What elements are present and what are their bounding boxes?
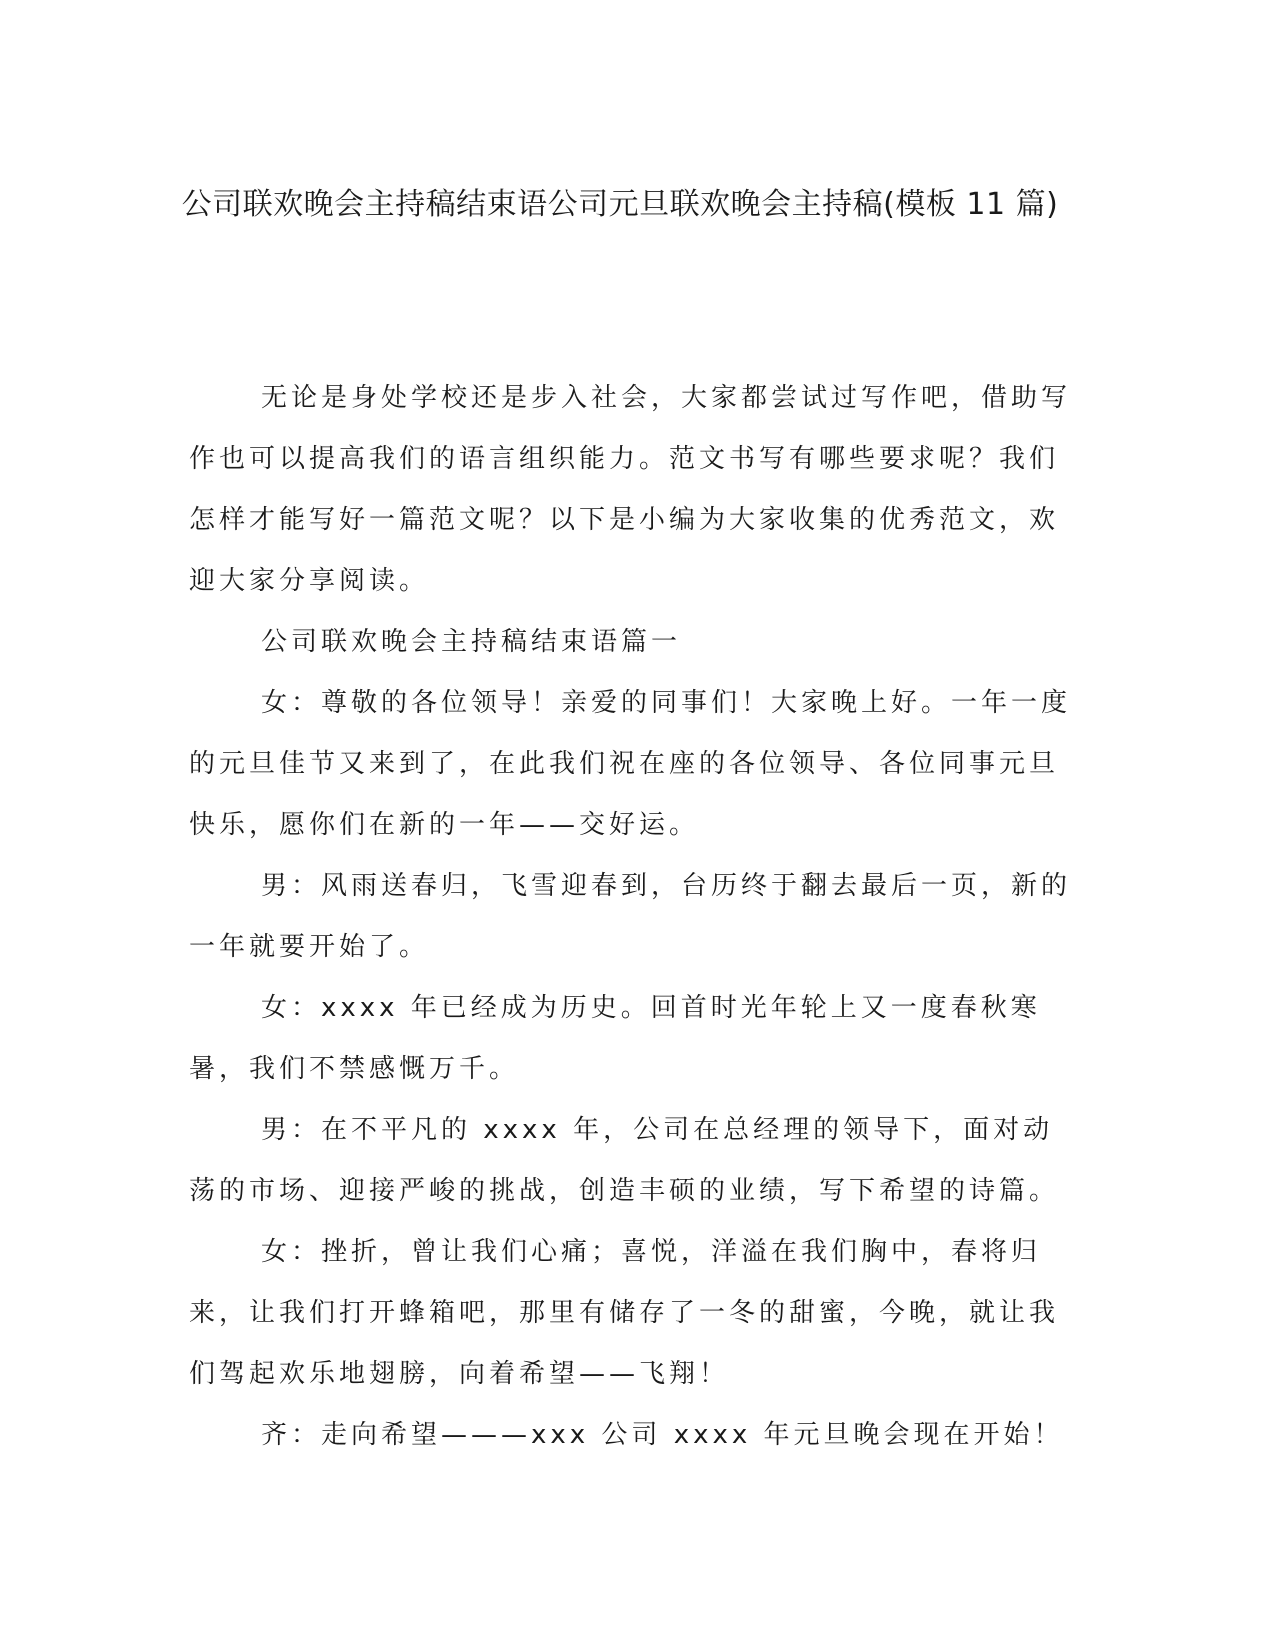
document-body (189, 368, 1079, 1466)
intro-paragraph: 无论是身处学校还是步入社会，大家都尝试过写作吧，借助写作也可以提高我们的语言组织能力。范文书写有哪些要求呢？我们怎样才能写好一篇范文呢？以下是小编为大家收集的优秀范文，欢迎大家分享阅读。 (189, 383, 1072, 596)
dialogue-paragraph: 女：挫折，曾让我们心痛；喜悦，洋溢在我们胸中，春将归来，让我们打开蜂箱吧，那里有储存了一冬的甜蜜，今晚，就让我们驾起欢乐地翅膀，向着希望——飞翔！ (189, 1237, 1060, 1389)
dialogue-paragraph: 齐：走向希望———xxx 公司 xxxx 年元旦晚会现在开始！ (261, 1420, 1064, 1450)
dialogue-paragraph: 女：xxxx 年已经成为历史。回首时光年轮上又一度春秋寒暑，我们不禁感慨万千。 (189, 993, 1041, 1084)
dialogue-paragraph: 女：尊敬的各位领导！亲爱的同事们！大家晚上好。一年一度的元旦佳节又来到了，在此我们祝在座的各位领导、各位同事元旦快乐，愿你们在新的一年——交好运。 (189, 688, 1072, 840)
section-heading: 公司联欢晚会主持稿结束语篇一 (261, 627, 682, 657)
dialogue-paragraph: 男：在不平凡的 xxxx 年，公司在总经理的领导下，面对动荡的市场、迎接严峻的挑战，创造丰硕的业绩，写下希望的诗篇。 (189, 1115, 1060, 1206)
document-title: 公司联欢晚会主持稿结束语公司元旦联欢晚会主持稿(模板 11 篇) (181, 187, 1059, 222)
dialogue-paragraph: 男：风雨送春归，飞雪迎春到，台历终于翻去最后一页，新的一年就要开始了。 (189, 871, 1072, 962)
